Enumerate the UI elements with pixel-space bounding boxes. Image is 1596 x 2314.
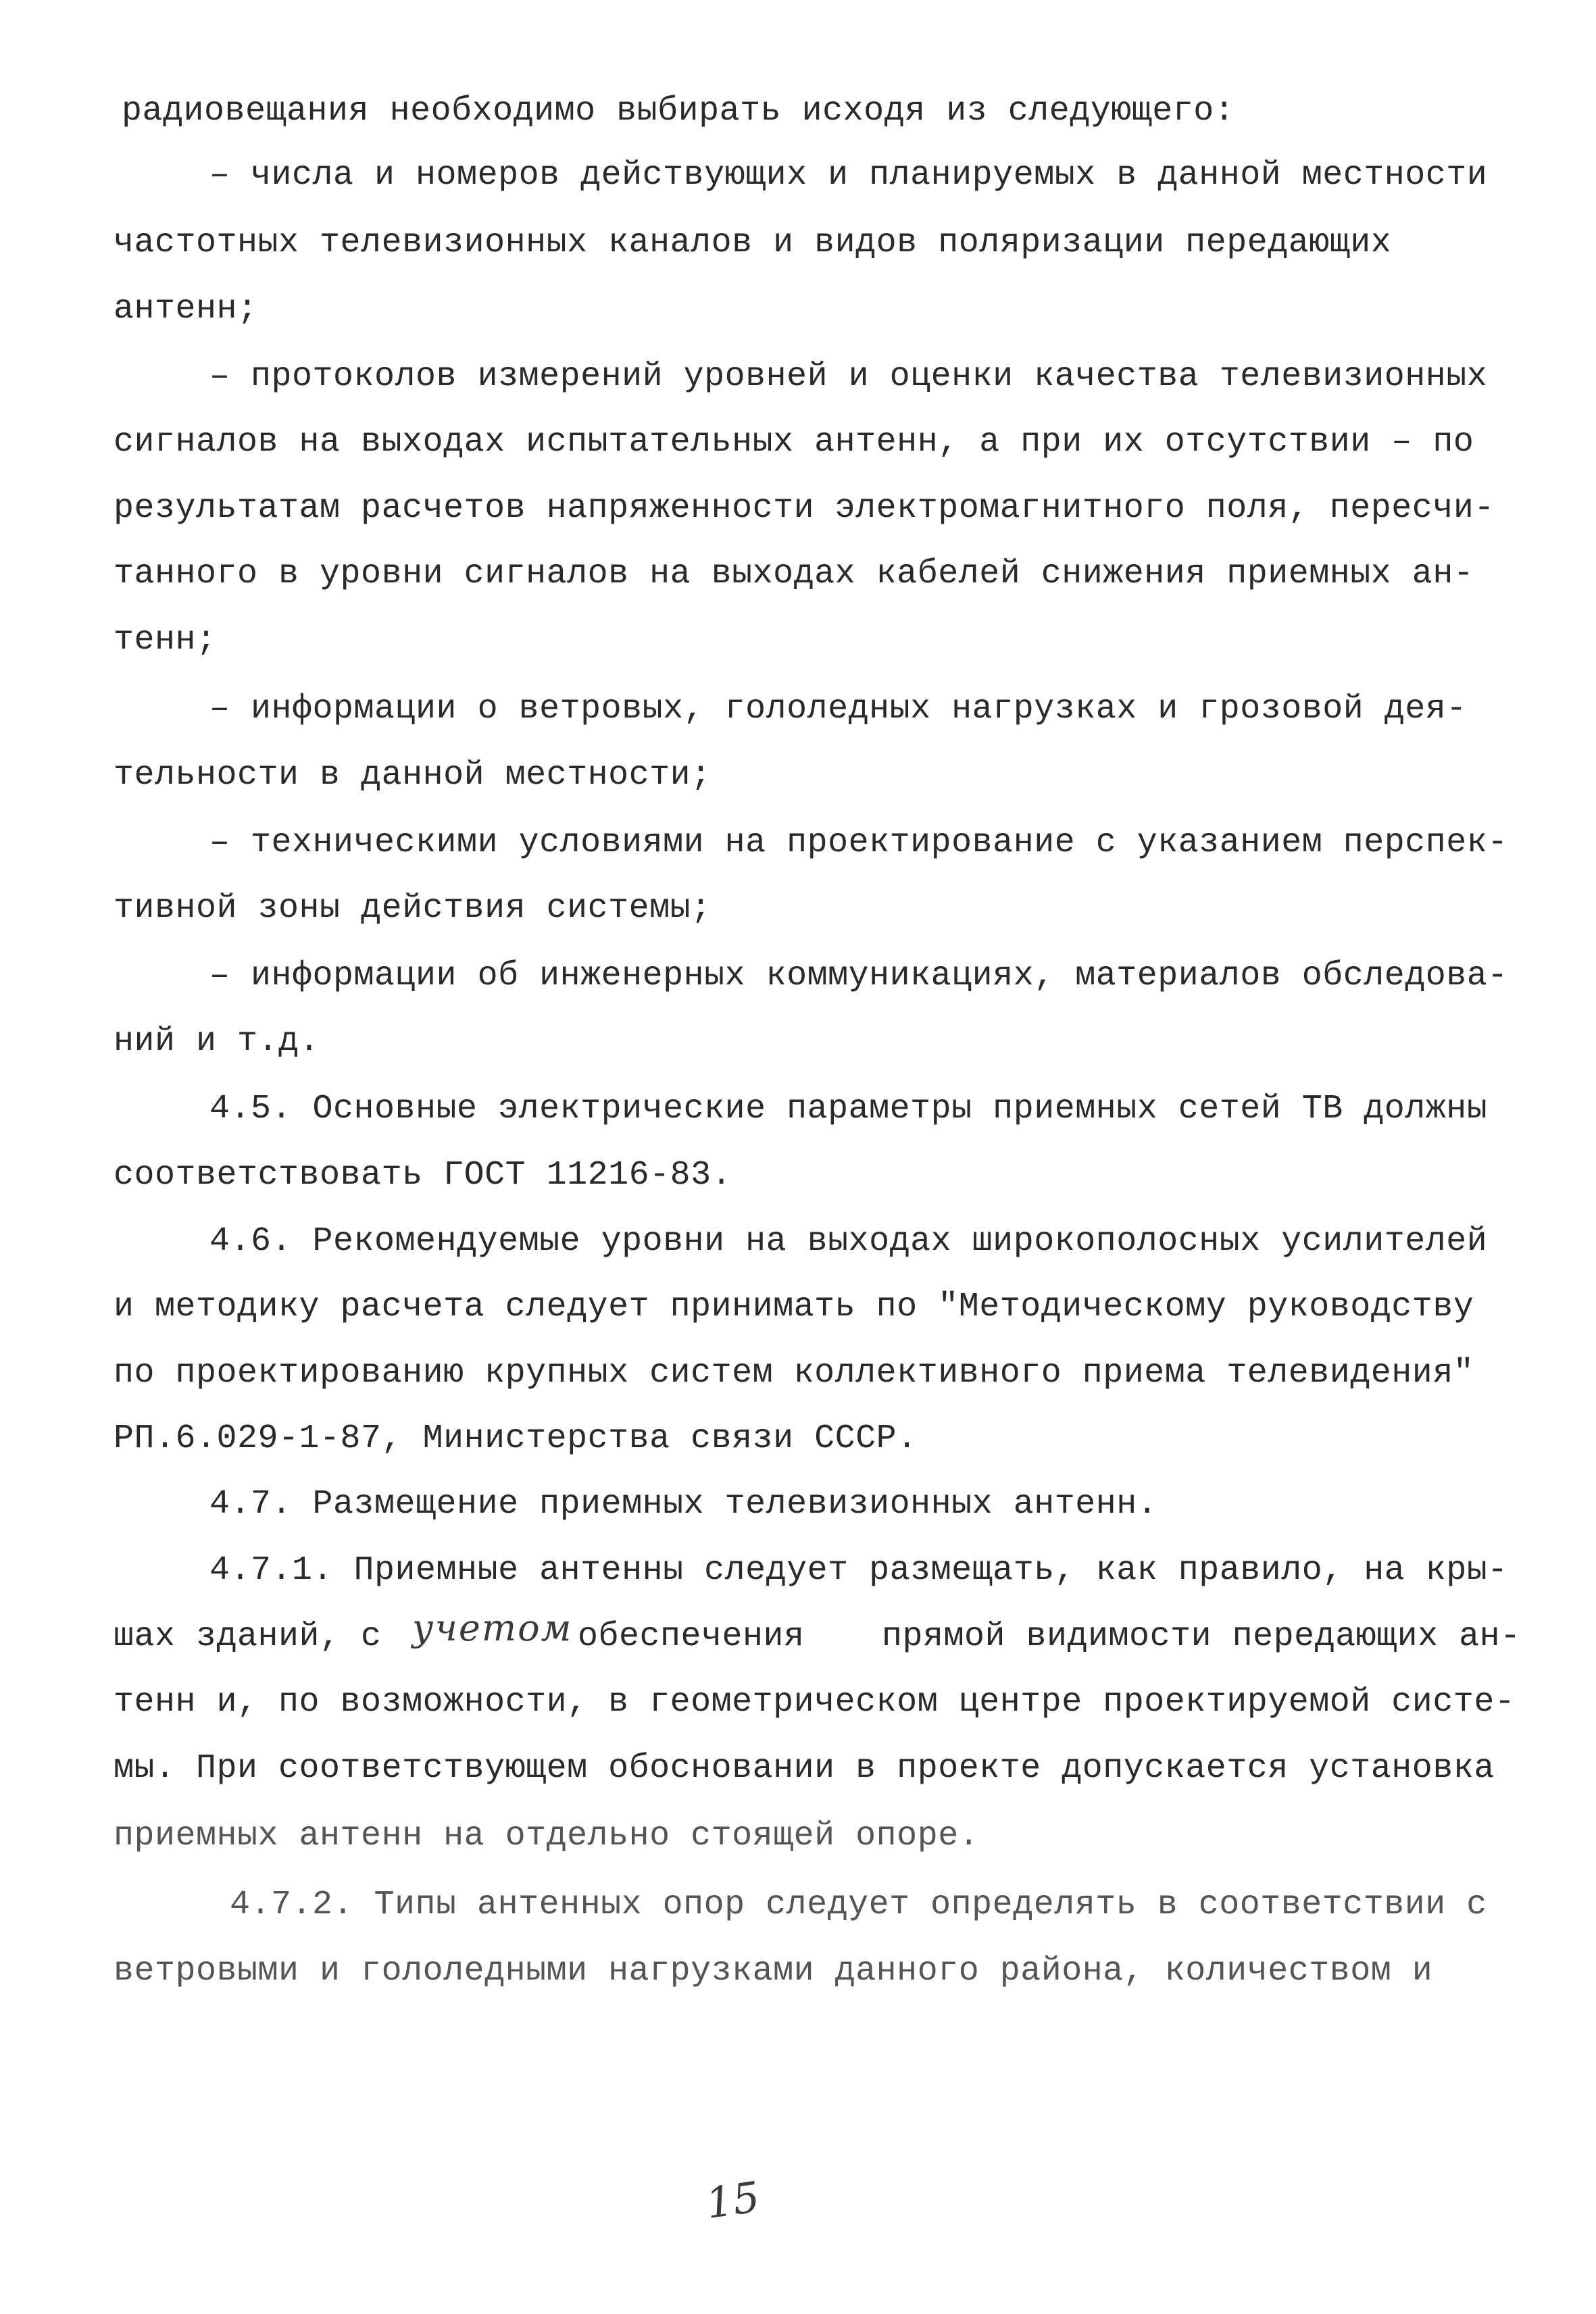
text-line-1: радиовещания необходимо выбирать исходя из следующего: (122, 92, 1235, 130)
text-line-13: тивной зоны действия системы; (114, 889, 712, 928)
text-line-22: 4.7. Размещение приемных телевизионных антенн. (209, 1485, 1158, 1524)
text-line-3: частотных телевизионных каналов и видов поляризации передающих (114, 224, 1392, 262)
text-line-5: – протоколов измерений уровней и оценки качества телевизионных (209, 357, 1488, 396)
text-line-4: антенн; (114, 290, 258, 328)
text-line-27: приемных антенн на отдельно стоящей опоре. (114, 1817, 980, 1855)
text-line-7: результатам расчетов напряженности электромагнитного поля, пересчи- (114, 489, 1495, 528)
text-line-17: соответствовать ГОСТ 11216-83. (114, 1156, 732, 1194)
text-line-21: РП.6.029-1-87, Министерства связи СССР. (114, 1419, 918, 1458)
text-line-25: тенн и, по возможности, в геометрическом центре проектируемой систе- (114, 1683, 1516, 1721)
text-line-26: мы. При соответствующем обосновании в проекте допускается установка (114, 1749, 1495, 1788)
text-line-24-end: прямой видимости передающих ан- (882, 1617, 1521, 1656)
text-line-15: ний и т.д. (114, 1022, 320, 1061)
text-line-14: – информации об инженерных коммуникациях, материалов обследова- (209, 957, 1508, 995)
text-line-6: сигналов на выходах испытательных антенн, а при их отсутствии – по (114, 423, 1474, 461)
text-line-8: танного в уровни сигналов на выходах кабелей снижения приемных ан- (114, 555, 1474, 593)
page-number: 15 (703, 2171, 763, 2229)
text-line-2: – числа и номеров действующих и планируемых в данной местности (209, 156, 1488, 195)
text-line-24-typed: обеспечения (578, 1617, 805, 1656)
text-line-20: по проектированию крупных систем коллективного приема телевидения" (114, 1354, 1474, 1392)
text-line-18: 4.6. Рекомендуемые уровни на выходах широкополосных усилителей (209, 1222, 1488, 1261)
text-line-19: и методику расчета следует принимать по "Методическому руководству (114, 1288, 1474, 1326)
text-line-29: ветровыми и гололедными нагрузками данного района, количеством и (114, 1952, 1433, 1990)
text-line-23: 4.7.1. Приемные антенны следует размещать, как правило, на кры- (209, 1551, 1508, 1590)
text-line-11: тельности в данной местности; (114, 756, 712, 795)
text-line-16: 4.5. Основные электрические параметры приемных сетей ТВ должны (209, 1090, 1488, 1128)
text-line-10: – информации о ветровых, гололедных нагрузках и грозовой дея- (209, 690, 1467, 728)
text-line-24-start: шах зданий, с (114, 1617, 382, 1656)
text-line-12: – техническими условиями на проектирование с указанием перспек- (209, 824, 1508, 862)
handwritten-insert: учетом (412, 1607, 573, 1649)
text-line-9: тенн; (114, 621, 217, 659)
text-line-28: 4.7.2. Типы антенных опор следует определять в соответствии с (230, 1886, 1487, 1924)
